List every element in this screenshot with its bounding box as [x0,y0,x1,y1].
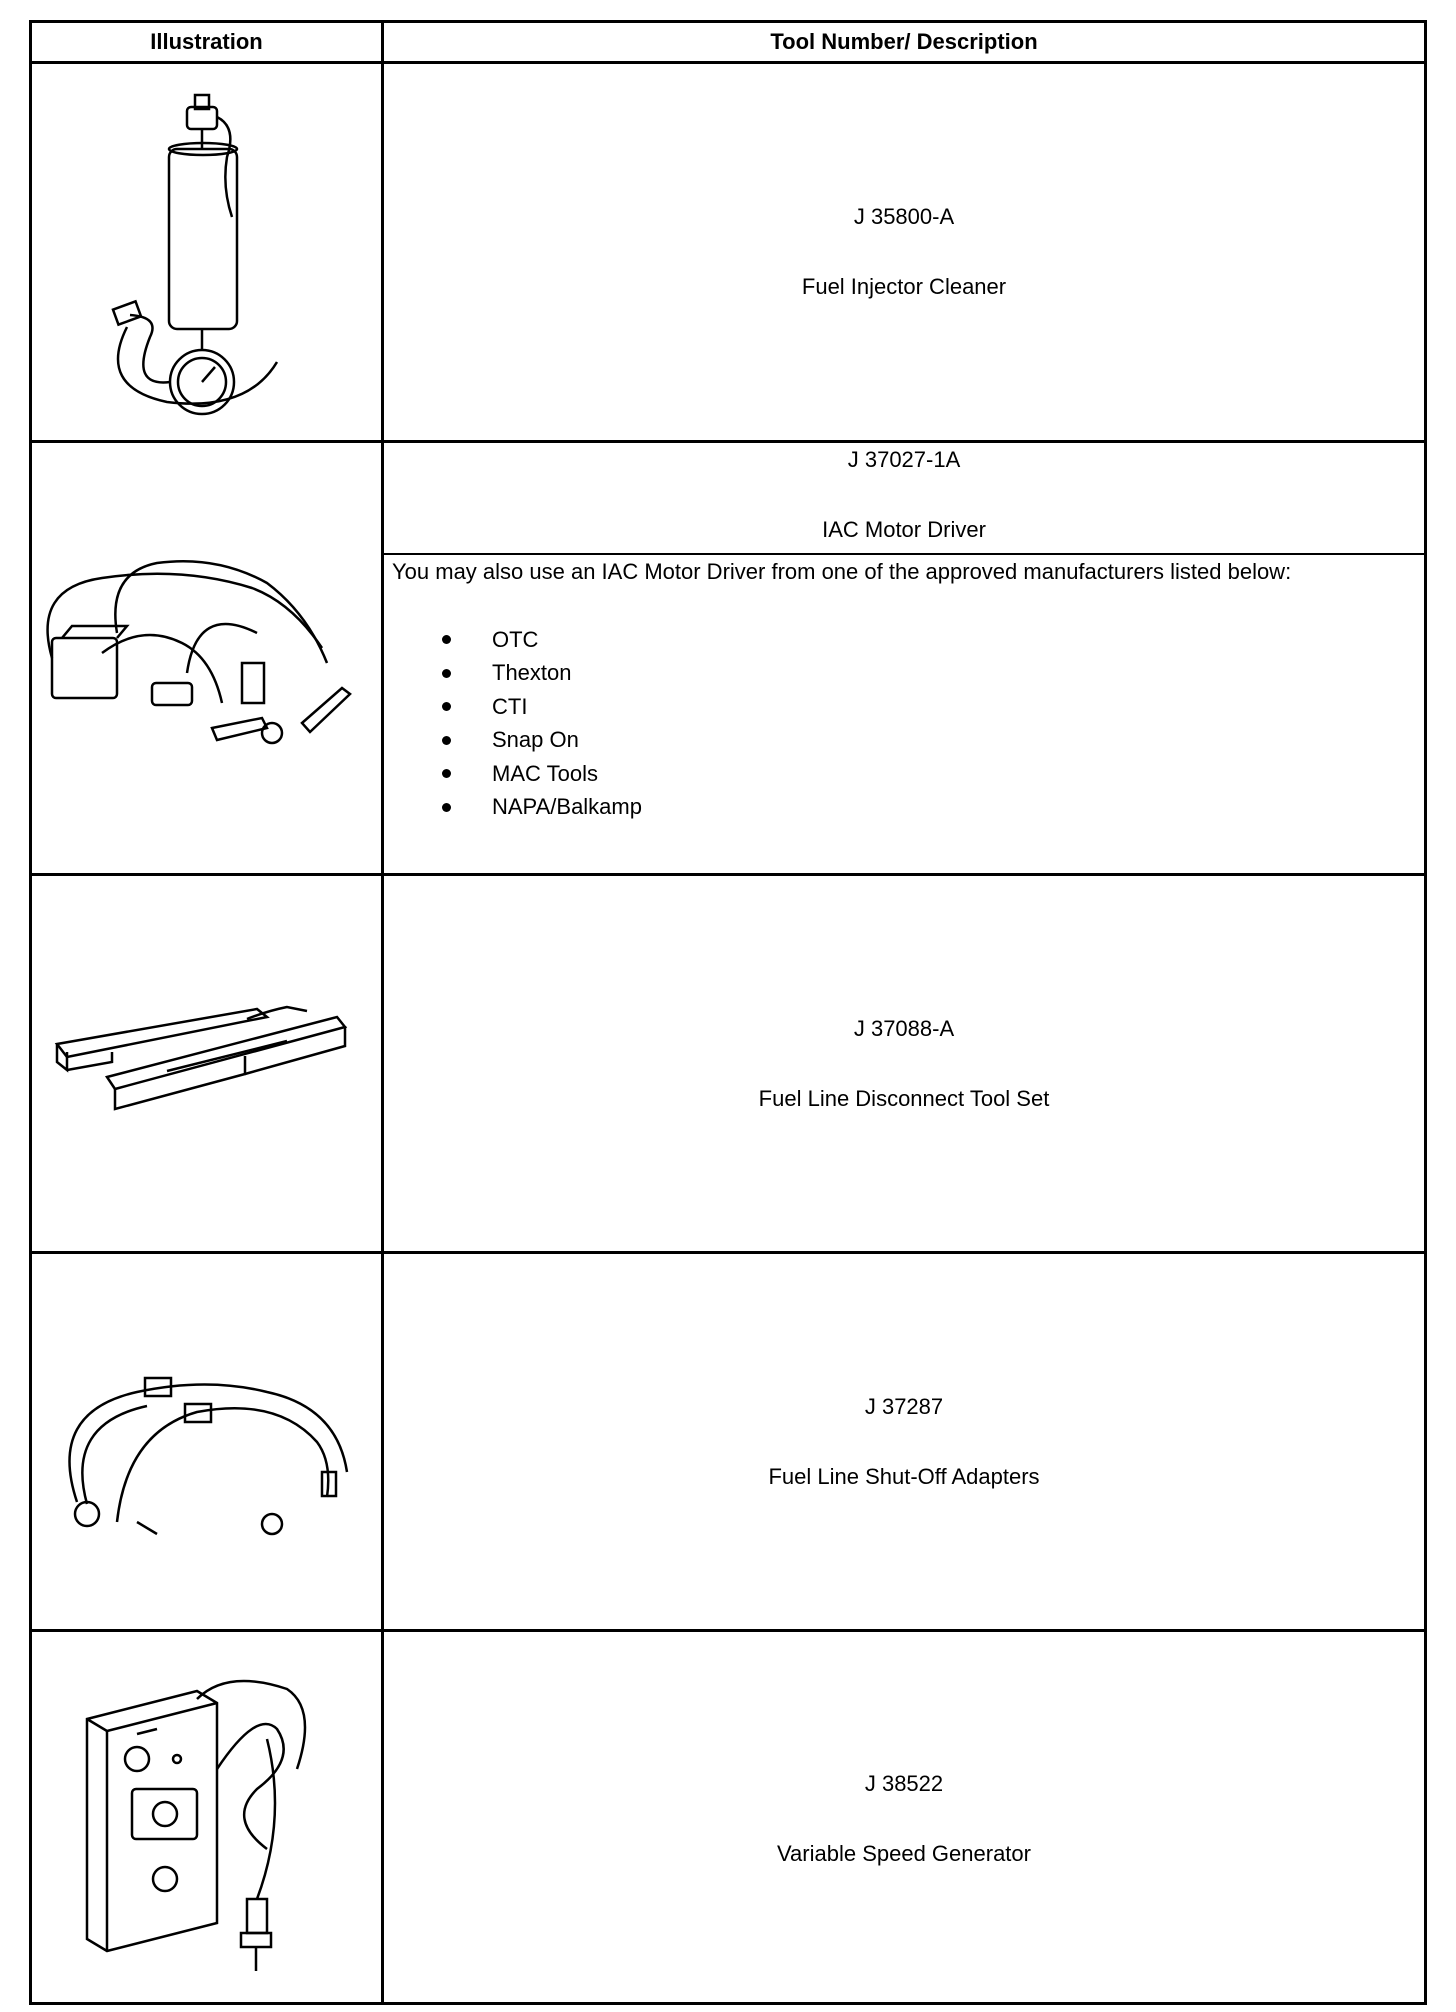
tool-number: J 37088-A [853,1015,955,1041]
variable-speed-generator-drawing [67,1659,347,1979]
bullet-icon [442,803,451,812]
manufacturer-note [392,559,1420,824]
fuel-line-shutoff-adapters-drawing [47,1342,367,1542]
tool-name: Variable Speed Generator [777,1840,1031,1866]
list-item [442,757,1420,791]
manufacturer-list [392,623,1420,824]
bullet-icon [442,736,451,745]
tool-number: J 37287 [864,1393,944,1419]
manufacturer-name: Thexton [492,660,572,686]
bullet-icon [442,769,451,778]
bullet-icon [442,702,451,711]
tool-description-cell [384,1632,1424,2005]
list-item [442,623,1420,657]
manufacturer-note-text: You may also use an IAC Motor Driver from one of the approved manufacturers listed below: [392,559,1292,584]
bullet-icon [442,669,451,678]
illustration-cell [32,64,381,440]
subrow-divider [384,553,1424,555]
list-item [442,657,1420,691]
tool-description-cell [384,1254,1424,1629]
manufacturer-name: OTC [492,626,539,652]
bullet-icon [442,635,451,644]
manufacturer-name: Snap On [492,727,579,753]
tool-description-cell [384,64,1424,440]
list-item [442,791,1420,825]
tool-description-cell [384,876,1424,1251]
tool-name: IAC Motor Driver [822,517,986,542]
iac-motor-driver-drawing [42,543,372,773]
illustration-cell [32,443,381,873]
illustration-cell [32,1632,381,2005]
illustration-cell [32,1254,381,1629]
illustration-cell [32,876,381,1251]
tool-name: Fuel Injector Cleaner [801,274,1007,299]
tools-table [29,20,1427,2005]
tool-number: J 35800-A [853,204,955,229]
tool-name: Fuel Line Shut-Off Adapters [768,1463,1040,1489]
tool-number: J 38522 [864,1770,944,1796]
tool-name: Fuel Line Disconnect Tool Set [758,1085,1050,1111]
fuel-injector-cleaner-drawing [107,87,307,417]
header-tool-description: Tool Number/ Description [770,29,1038,54]
fuel-line-disconnect-tool-drawing [47,999,367,1129]
manufacturer-name: CTI [492,693,528,719]
tool-number: J 37027-1A [847,447,961,472]
tool-description-cell [384,443,1424,561]
header-illustration: Illustration [150,29,263,54]
list-item [442,690,1420,724]
manufacturer-name: MAC Tools [492,760,598,786]
list-item [442,724,1420,758]
manufacturer-name: NAPA/Balkamp [492,794,642,820]
